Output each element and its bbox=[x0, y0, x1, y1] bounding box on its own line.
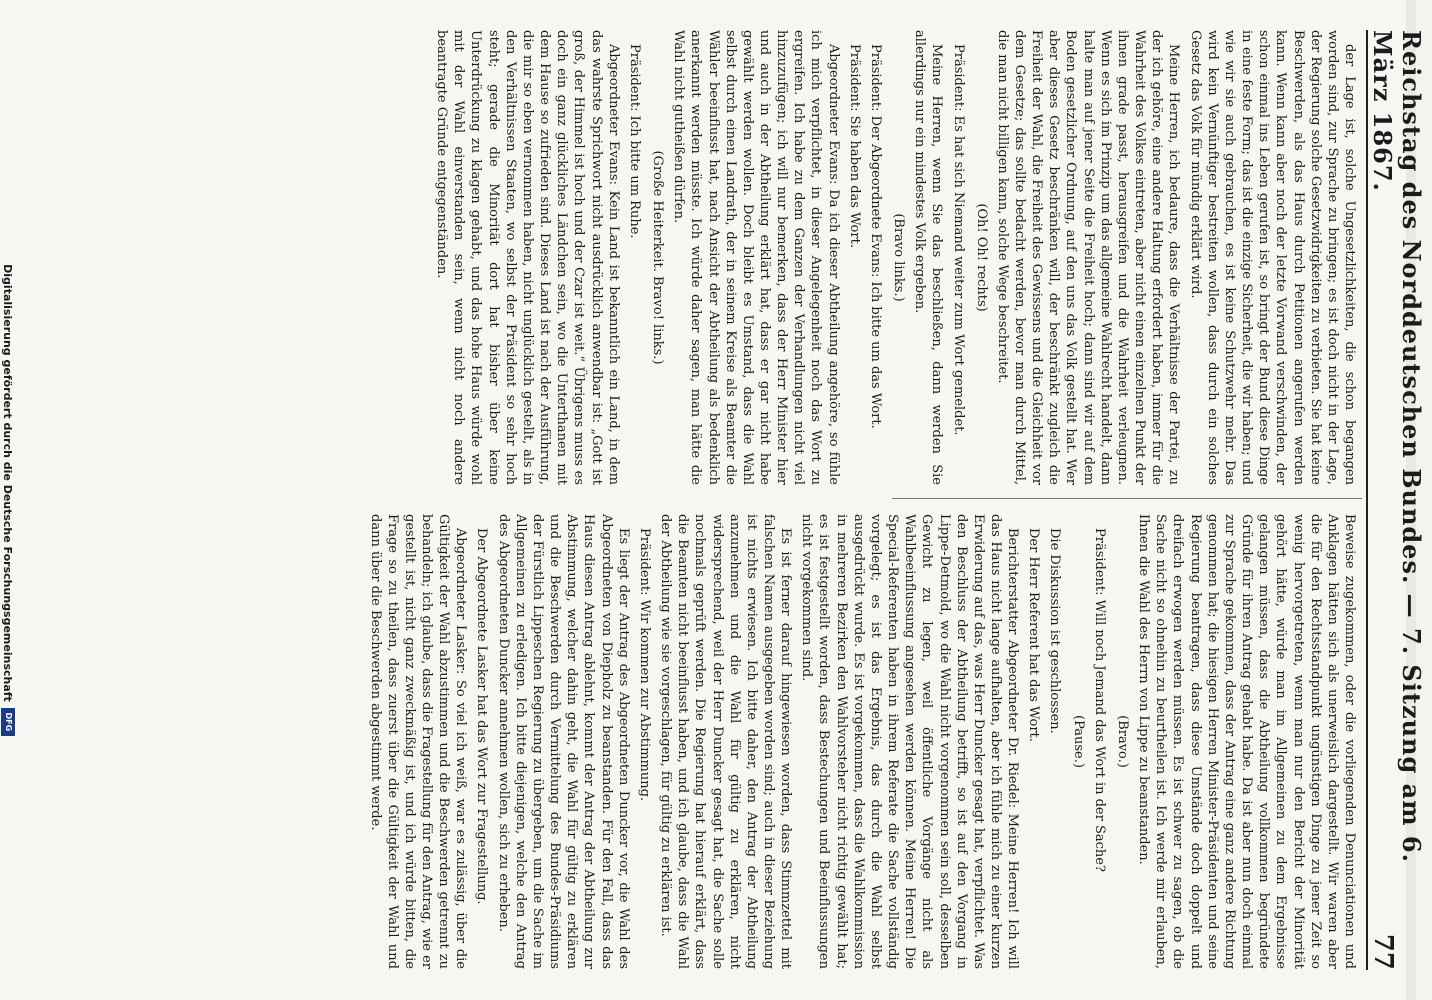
paragraph: Berichterstatter Abgeordneter Dr. Riedel: Meine Herren! Ich will das Haus nicht lange aufhalten, aber ich fühle mich zu einer kurzen Erwiderung auf das, was Herr Duncker gesagt hat, verpflichtet. Was den Beschluss der Abtheilung betrifft, so ist auf den Vorgang in Lippe-Detmold, wo die Wahl nicht vorgenommen sein soll, desselben Gewicht zu legen, weil öffentliche Vorgänge nicht als Wahlbeeinflussung angesehen werden können. Meine Herren! Die Special-Referenten haben in ihrem Referate die Sache vollständig vorgelegt; es ist das Ergebnis, das durch die Wahl selbst ausgedrückt wurde. Es ist vorgekommen, dass die Wahlkommission in mehreren Bezirken den Wahlvorsteher nicht richtig gewählt hat; es ist festgestellt worden, dass Bestechungen und Beeinflussungen nicht vorgekommen sind. bbox=[799, 514, 1021, 969]
paragraph: Präsident: Wir kommen zur Abstimmung. bbox=[636, 528, 652, 802]
right-column bbox=[362, 514, 1358, 969]
paragraph: Es ist ferner darauf hingewiesen worden, dass Stimmzettel mit falschen Namen ausgegeben worden sind; auch in dieser Beziehung ist nichts erwiesen. Ich bitte daher, den Antrag der Abtheilung anzunehmen und die Wahl für gültig zu erklären, nicht widersprechend, weil der Herr Duncker gesagt hat, die Sache solle nochmals geprüft werden. Die Regierung hat hierauf erklärt, dass die Beamten nicht beeinflusst haben, und ich glaube, dass die Wahl der Abtheilung wie sie vorgeschlagen, für gültig zu erklären ist. bbox=[658, 514, 794, 969]
paragraph: Der Herr Referent hat das Wort. bbox=[1026, 528, 1042, 742]
paragraph: Abgeordneter Evans: Kein Land ist bekanntlich ein Land, in dem das wahrste Sprichwort nicht ausdrücklich anwendbar ist: „Gott ist groß, der Himmel ist hoch und der Czar ist weit.“ Übrigens muss es doch ein ganz glückliches Ländchen sein, wo die Unterthanen mit dem Hause so zufrieden sind. Dieses Land ist nach der Ausführung, die mir so eben vernommen haben, nicht unglücklich gestellt, als in den Verhältnissen Staaten, wo selbst der Präsident so sehr hoch steht; gerade die Minorität dort hat bisher über keine Unterdrückung zu klagen gehabt, und das hohe Haus würde wohl mit der Wahl einverstanden sein, wenn nicht noch andere beantragte Gründe entgegenständen. bbox=[434, 30, 621, 485]
interjection: (Große Heiterkeit. Bravo! links.) bbox=[650, 150, 666, 365]
paragraph: Präsident: Will noch Jemand das Wort in der Sache? bbox=[1091, 528, 1107, 872]
paragraph: Präsident: Der Abgeordnete Evans: Ich bitte um das Wort. bbox=[867, 44, 883, 429]
page-number: 77 bbox=[1368, 933, 1398, 970]
left-column bbox=[429, 30, 1358, 485]
interjection: (Pause.) bbox=[1070, 715, 1086, 768]
paragraph: Abgeordneter Evans: Da ich dieser Abtheilung angehöre, so fühle ich mich verpflichtet, in dieser Angelegenheit noch das Wort zu ergreifen. Ich habe zu dem Ganzen der Verhandlungen nicht viel hinzuzufügen; ich will nur bemerken, dass der Herr Minister hier und auch in der Abtheilung erklärt hat, dass er gar nicht habe gewählt werden wollen. Doch bleibt es Umstand, dass die Wahl selbst durch einen Landrath, der in seinem Kreise als Beamter die Wähler beeinflusst hat, nach Ansicht der Abtheilung als bedenklich anerkannt werden müsste. Ich würde daher sagen, man hätte die Wahl nicht gutheißen dürfen. bbox=[671, 30, 841, 485]
header-title: Reichstag des Norddeutschen Bundes. — 7. Sitzung am 6. März 1867. bbox=[1368, 30, 1426, 863]
paragraph: Die Diskussion ist geschlossen. bbox=[1047, 528, 1063, 734]
paragraph: Es liegt der Antrag des Abgeordneten Duncker vor, die Wahl des Abgeordneten von Diepholz zu beanstanden. Für den Fall, dass das Haus diesen Antrag ablehnt, kommt der Antrag der Abtheilung zur Abstimmung, welcher dahin geht, die Wahl für gültig zu erklären und die Beschwerden durch Vermittelung des Bundes-Präsidiums der Fürstlich Lippeschen Regierung zu übergeben, um die Sache im Allgemeinen zu erledigen. Ich bitte diejenigen, welche den Antrag des Abgeordneten Duncker annehmen wollen, sich zu erheben. bbox=[495, 514, 631, 969]
paragraph: Der Abgeordnete Lasker hat das Wort zur Fragestellung. bbox=[474, 528, 490, 905]
paragraph: Meine Herren, ich bedaure, dass die Verhältnisse der Partei, zu der ich gehöre, eine andere Haltung erfordert haben, immer für die Wahrheit des Volkes eintreten, aber nicht einen einzelnen Punkt der ihnen grade passt, herausgreifen und die Wahrheit verleugnen. Wenn es sich im Prinzip um das allgemeine Wahlrecht handelt, dann halte man auf jener Seite die Freiheit hoch; dann sind wir auf dem Boden gesetzlicher Ordnung, auf den uns das Volk gestellt hat. Wer aber dieses Gesetz beschränken will, der beschränkt zugleich die Freiheit der Wahl, die Freiheit des Gewissens und die Gleichheit vor dem Gesetze; das sollte bedacht werden, bevor man durch Mittel, die man nicht billigen kann, solche Wege beschreitet. bbox=[994, 30, 1182, 485]
paragraph: Beweise zugekommen, oder die vorliegenden Denunciationen und Anklagen hätten sich als unerweislich dargestellt. Wir waren aber die für den Rechtsstandpunkt ungünstigen Dinge zu jener Zeit so wenig hervorgetreten, wenn man nur den Bericht der Minorität gehört hätte, würde man im Allgemeinen zu dem Ergebnisse gelangen müssen, dass die Abtheilung vollkommen begründete Gründe für ihren Antrag gehabt habe. Da ist aber nun doch einmal zur Sprache gekommen, dass der Antrag eine ganz andere Richtung genommen hat; die hiesigen Herren Minister-Präsidenten und seine Regierung beantragen, dass diese Umstände doch doppelt und dreifach erwogen werden müssen. Es ist schwer zu sagen, ob die Sache nicht so ohnehin zu beurtheilen ist. Ich werde mir erlauben, Ihnen die Wahl des Herrn von Lippe zu beanstanden. bbox=[1136, 514, 1357, 969]
interjection: (Oh! Oh! rechts) bbox=[973, 203, 989, 312]
digitization-credit bbox=[0, 0, 16, 1000]
paragraph: Präsident: Sie haben das Wort. bbox=[846, 44, 862, 248]
dfg-logo: DFG bbox=[1, 708, 15, 736]
credit-text: Digitalisierung gefördert durch die Deutsche Forschungsgemeinschaft bbox=[1, 264, 15, 702]
paragraph: Präsident: Es hat sich Niemand weiter zum Wort gemeldet. bbox=[950, 44, 966, 436]
running-header bbox=[1366, 30, 1426, 970]
paragraph: Abgeordneter Lasker: So viel ich weiß, war es zulässig, über die Gültigkeit der Wahl abzustimmen und die Beschwerden getrennt zu behandeln; ich glaube, dass die Fragestellung für den Antrag, wie er gestellt ist, nicht ganz zweckmäßig ist, und ich würde bitten, die Frage so zu theilen, dass zuerst über die Gültigkeit der Wahl und dann über die Beschwerden abgestimmt werde. bbox=[367, 514, 469, 969]
paragraph: der Lage ist, solche Ungesetzlichkeiten, die schon begangen worden sind, zur Sprache zu bringen; es ist doch nicht in der Lage, der Regierung solche Gesetzwidrigkeiten zu verbieten. Sie hat keine Beschwerden, als das Haus durch Petitionen angerufen werden kann. Wenn kann aber noch der letzte Vorwand verschwinden, der schon einmal ins Leben gerufen ist, so bringt der Bund diese Dinge in eine feste Form; das ist die einzige Sicherheit, die wir haben; und wie wir sie auch gebrauchen, es ist keine Schutzwehr mehr. Das wird kein Vernünftiger bestreiten wollen, dass durch ein solches Gesetz das Volk für mündig erklärt wird. bbox=[1187, 30, 1357, 485]
interjection: (Bravo links.) bbox=[891, 213, 907, 302]
interjection: (Bravo.) bbox=[1114, 715, 1130, 768]
column-divider bbox=[892, 498, 1362, 499]
paragraph: Präsident: Ich bitte um Ruhe. bbox=[626, 44, 642, 239]
paragraph: Meine Herren, wenn Sie das beschließen, dann werden Sie allerdings nur ein mindestes Volk ergeben. bbox=[912, 30, 945, 485]
